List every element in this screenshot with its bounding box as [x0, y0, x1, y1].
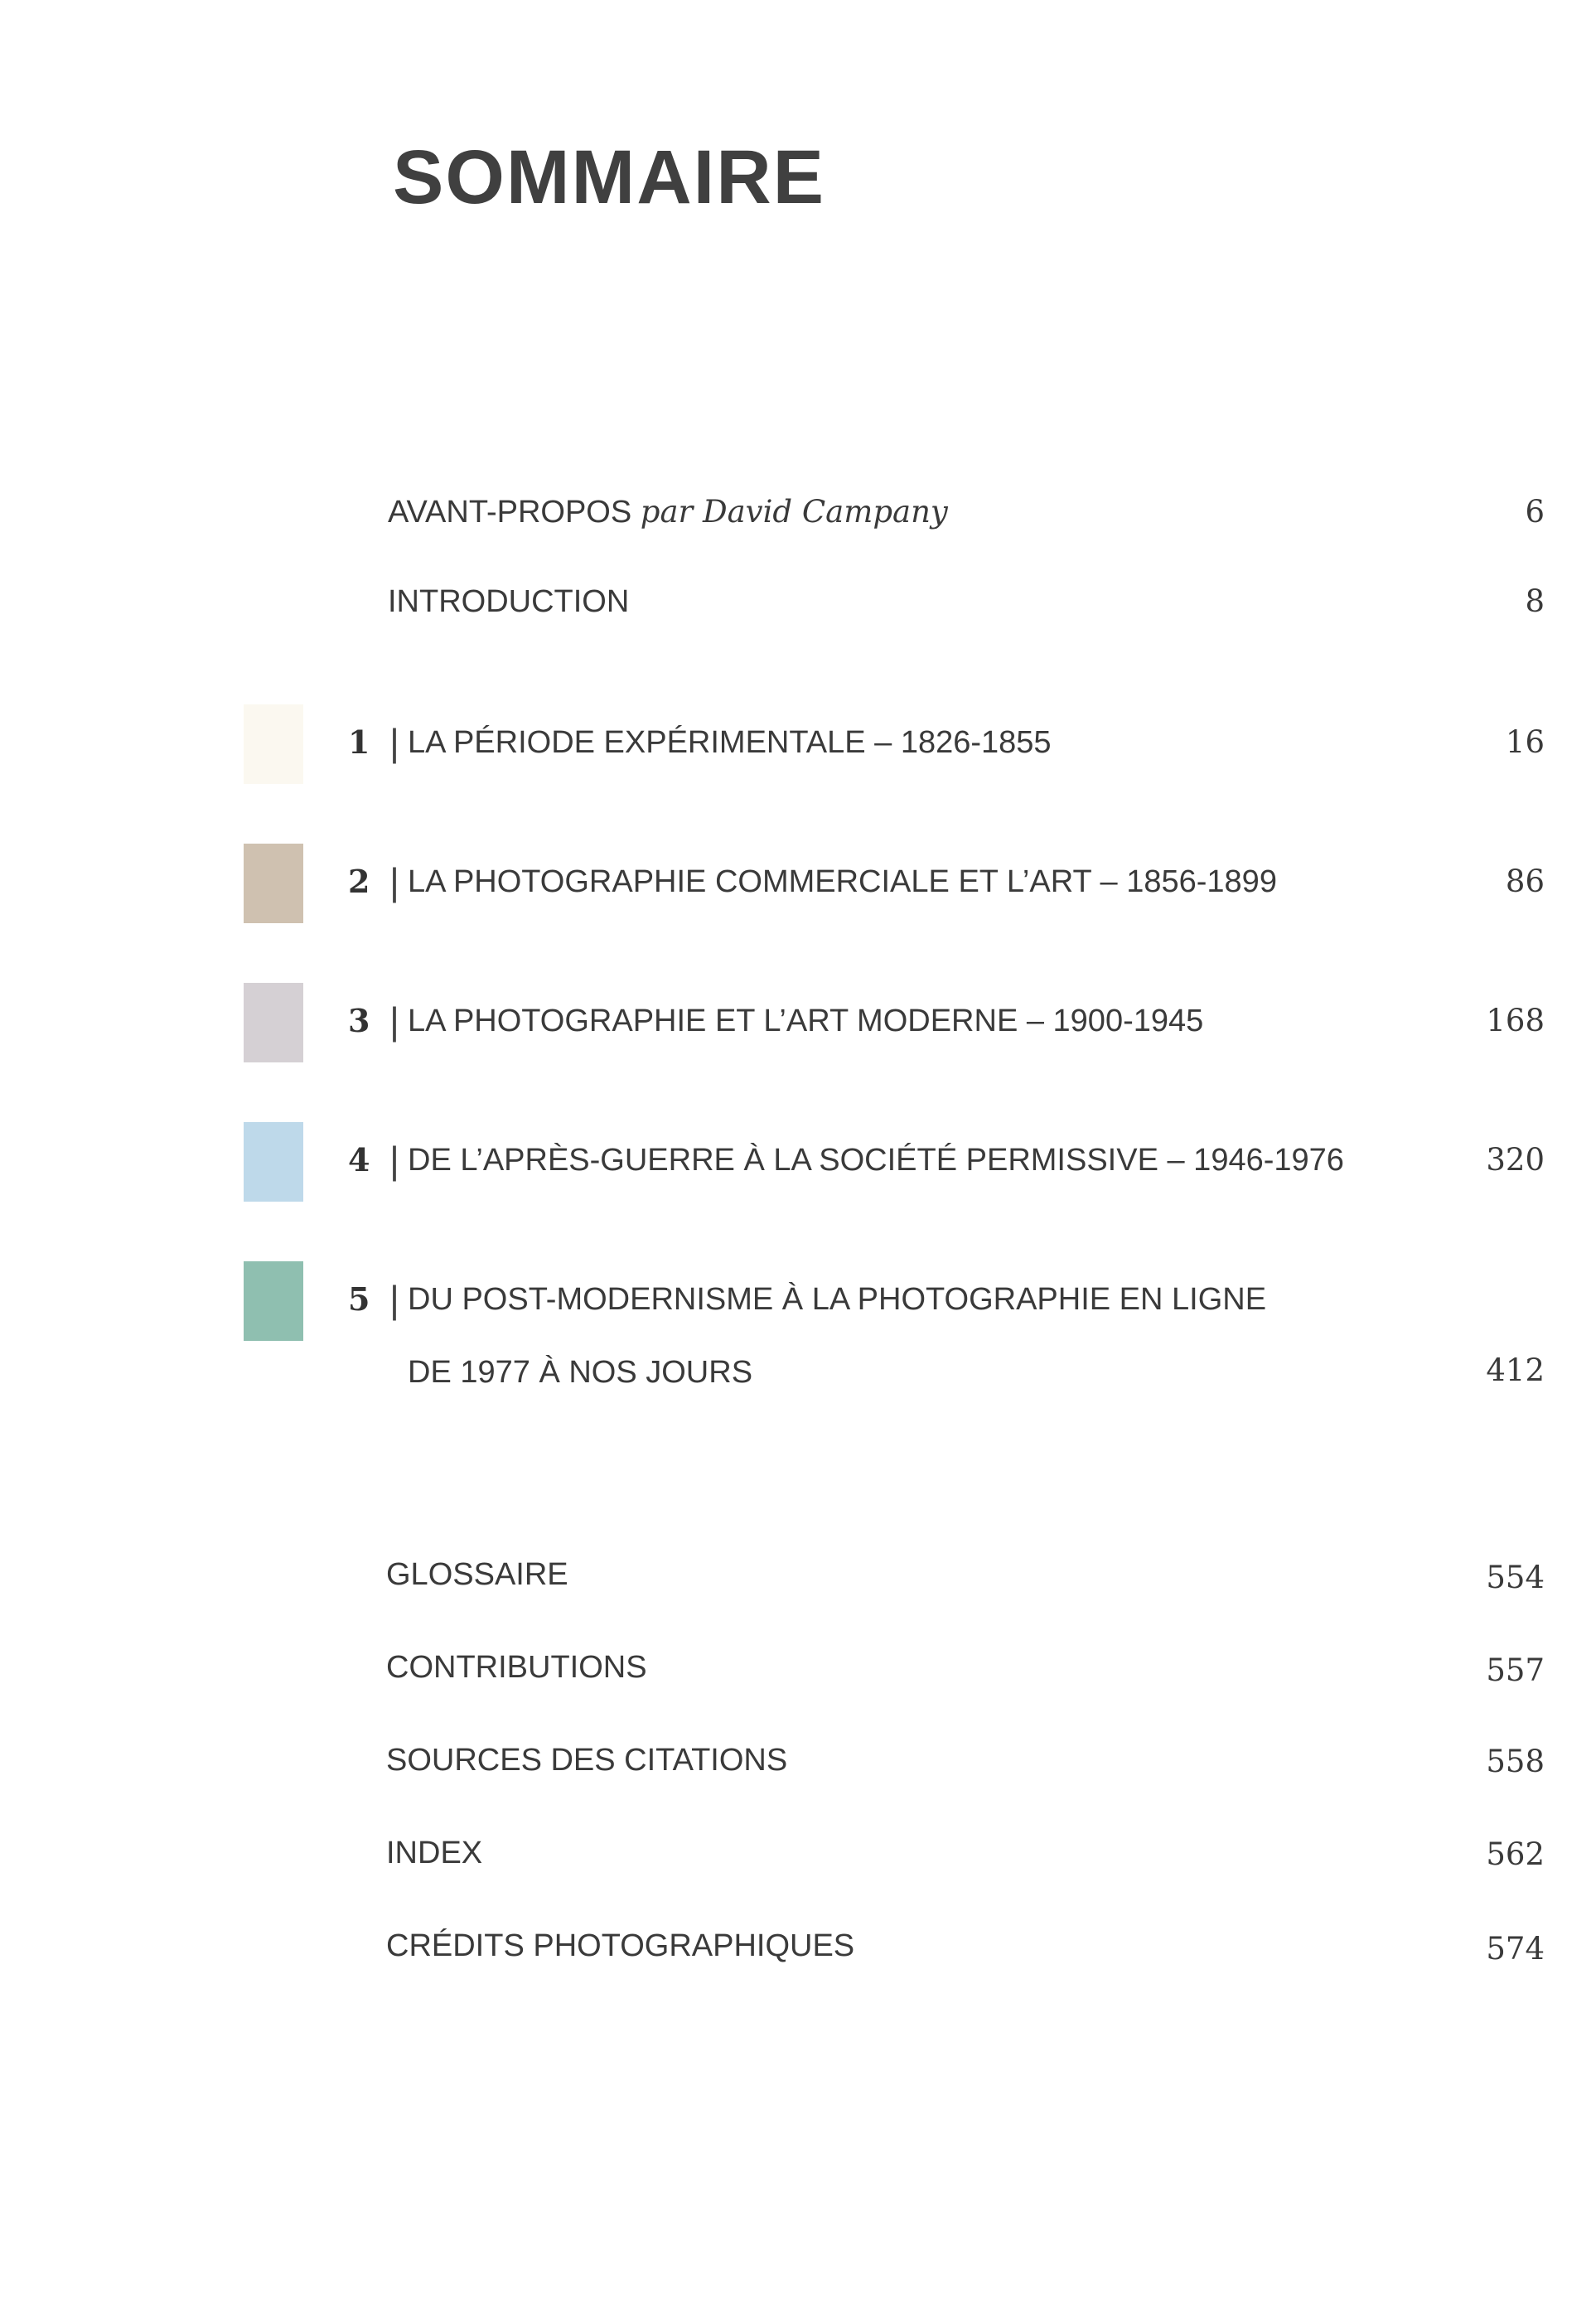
- toc-entry-chapter-5[interactable]: [0, 1275, 1596, 1399]
- chapter-number: 1: [348, 723, 370, 761]
- chapter-title: LA PHOTOGRAPHIE COMMERCIALE ET L’ART – 1856-1899: [408, 864, 1277, 899]
- toc-entry-introduction[interactable]: [0, 577, 1596, 627]
- chapter-number: 2: [348, 863, 370, 900]
- page-number: 558: [1486, 1744, 1545, 1779]
- toc-entry-avant-propos[interactable]: [0, 487, 1596, 537]
- entry-label: INTRODUCTION: [388, 584, 630, 619]
- chapter-separator: |: [389, 999, 399, 1043]
- entry-label: INDEX: [386, 1836, 483, 1870]
- chapter-title: LA PÉRIODE EXPÉRIMENTALE – 1826-1855: [408, 725, 1052, 760]
- page-number: 412: [1486, 1352, 1545, 1388]
- toc-entry-contributions[interactable]: [0, 1643, 1596, 1692]
- page-number: 86: [1505, 864, 1545, 899]
- chapter-separator: |: [389, 1139, 399, 1182]
- page-number: 554: [1486, 1560, 1545, 1595]
- entry-label: AVANT-PROPOS par David Campany: [388, 494, 948, 530]
- chapter-number: 5: [348, 1280, 370, 1318]
- page-title: SOMMAIRE: [393, 135, 825, 220]
- page-number: 6: [1525, 494, 1545, 530]
- page-number: 557: [1486, 1652, 1545, 1688]
- chapter-title: DE L’APRÈS-GUERRE À LA SOCIÉTÉ PERMISSIVE – 1946-1976: [408, 1143, 1344, 1178]
- page-number: 16: [1505, 724, 1545, 760]
- toc-entry-chapter-2[interactable]: [0, 857, 1596, 907]
- toc-entry-chapter-4[interactable]: [0, 1135, 1596, 1185]
- page-number: 320: [1486, 1142, 1545, 1178]
- chapter-title: LA PHOTOGRAPHIE ET L’ART MODERNE – 1900-1945: [408, 1004, 1204, 1038]
- entry-label: GLOSSAIRE: [386, 1557, 568, 1592]
- chapter-separator: |: [389, 860, 399, 903]
- page-number: 562: [1486, 1836, 1545, 1872]
- entry-label: SOURCES DES CITATIONS: [386, 1743, 788, 1778]
- toc-entry-sources-des-citations[interactable]: [0, 1735, 1596, 1785]
- chapter-number: 4: [348, 1141, 370, 1178]
- entry-label: CONTRIBUTIONS: [386, 1650, 647, 1685]
- page-number: 574: [1486, 1931, 1545, 1967]
- toc-entry-chapter-3[interactable]: [0, 996, 1596, 1046]
- page-number: 168: [1486, 1003, 1545, 1038]
- chapter-title-line2: DE 1977 À NOS JOURS: [408, 1355, 753, 1390]
- page-number: 8: [1525, 583, 1545, 619]
- entry-author: par David Campany: [640, 494, 948, 530]
- toc-entry-credits-photographiques[interactable]: [0, 1921, 1596, 1971]
- toc-entry-index[interactable]: [0, 1828, 1596, 1878]
- chapter-separator: |: [389, 721, 399, 764]
- chapter-separator: |: [389, 1278, 399, 1321]
- toc-entry-chapter-1[interactable]: [0, 718, 1596, 767]
- toc-entry-glossaire[interactable]: [0, 1550, 1596, 1599]
- chapter-number: 3: [348, 1002, 370, 1039]
- entry-label: CRÉDITS PHOTOGRAPHIQUES: [386, 1928, 855, 1963]
- chapter-title: DU POST-MODERNISME À LA PHOTOGRAPHIE EN LIGNE: [408, 1282, 1267, 1317]
